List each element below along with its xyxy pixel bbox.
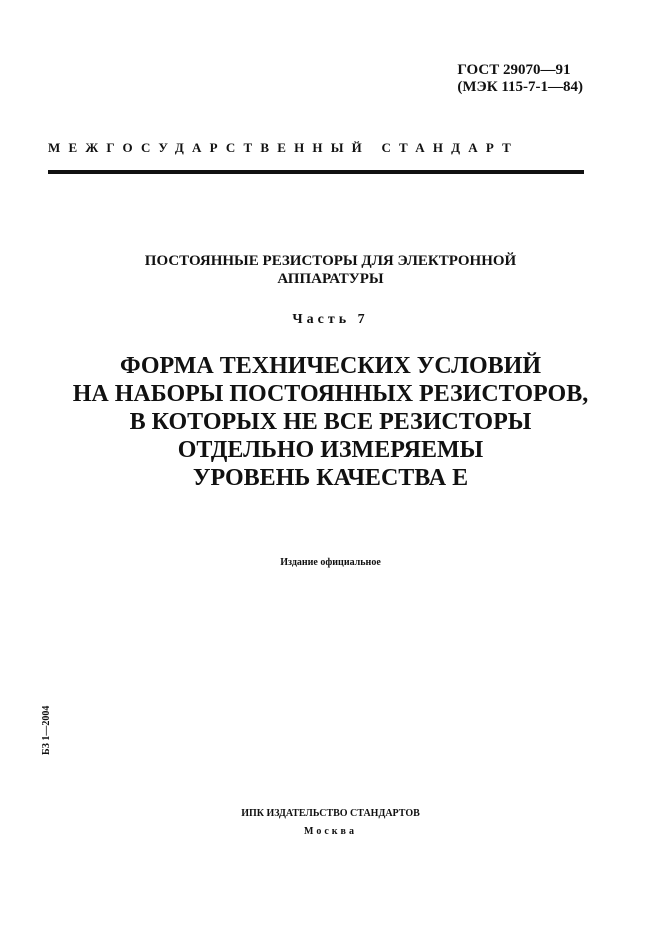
general-title: [0, 252, 661, 288]
main-title-line: ФОРМА ТЕХНИЧЕСКИХ УСЛОВИЙ: [119, 353, 542, 379]
side-code: БЗ 1—2004: [41, 705, 52, 755]
part-number: Часть 7: [292, 312, 369, 327]
standard-type-heading: МЕЖГОСУДАРСТВЕННЫЙ СТАНДАРТ: [48, 140, 520, 155]
publisher: ИПК ИЗДАТЕЛЬСТВО СТАНДАРТОВ: [241, 808, 420, 819]
main-title-line: В КОТОРЫХ НЕ ВСЕ РЕЗИСТОРЫ: [129, 409, 532, 435]
general-title-line: ПОСТОЯННЫЕ РЕЗИСТОРЫ ДЛЯ ЭЛЕКТРОННОЙ: [144, 253, 517, 269]
main-title-line: УРОВЕНЬ КАЧЕСТВА Е: [192, 465, 469, 491]
iec-number: (МЭК 115-7-1—84): [457, 79, 583, 95]
main-title: [0, 352, 661, 492]
edition-note: Издание официальное: [280, 557, 381, 568]
header-divider: [48, 170, 584, 174]
main-title-line: ОТДЕЛЬНО ИЗМЕРЯЕМЫ: [177, 437, 484, 463]
gost-number: ГОСТ 29070—91: [457, 62, 571, 78]
general-title-line: АППАРАТУРЫ: [277, 271, 384, 287]
main-title-line: НА НАБОРЫ ПОСТОЯННЫХ РЕЗИСТОРОВ,: [72, 381, 589, 407]
standard-number-block: [457, 62, 583, 96]
publisher-city: Москва: [304, 826, 357, 837]
